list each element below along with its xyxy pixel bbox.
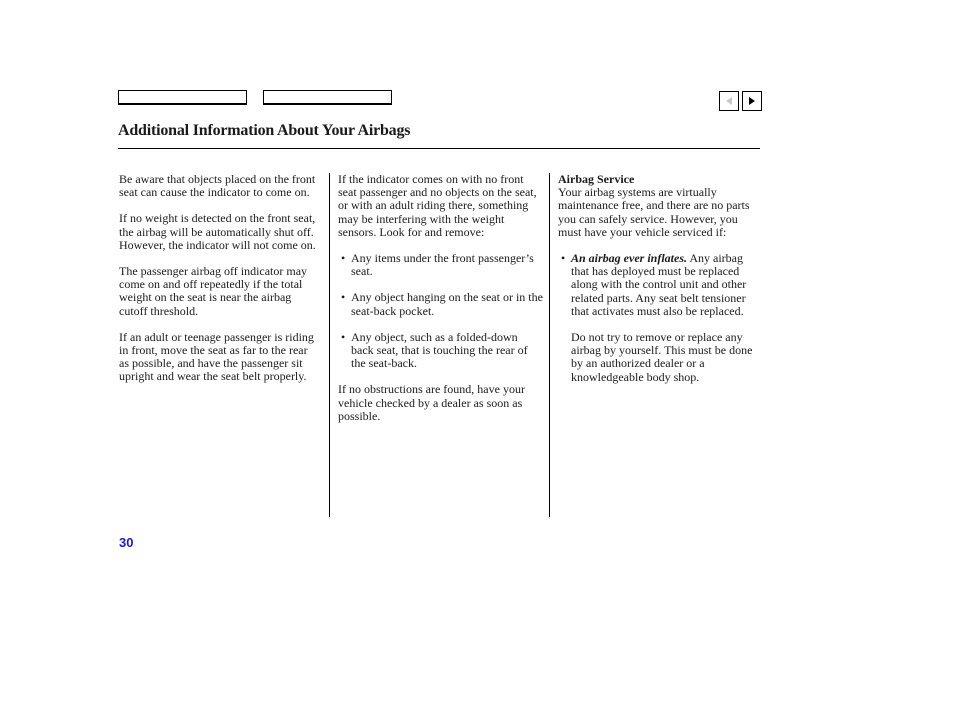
list-item bbox=[338, 291, 543, 317]
paragraph: The passenger airbag off indicator may come on and off repeatedly if the total weight on the seat is near the airbag cutoff threshold. bbox=[119, 264, 308, 318]
list-item-text: Any items under the front passenger’s seat. bbox=[351, 251, 534, 279]
bullet-icon: • bbox=[341, 290, 346, 305]
list-item-text: Any airbag that has deployed must be replaced along with the control unit and other related parts. Any seat belt tensioner that activates must also be replaced. bbox=[571, 251, 747, 318]
list-item-lead: An airbag ever inflates. bbox=[571, 251, 687, 266]
paragraph: If no obstructions are found, have your vehicle checked by a dealer as soon as possible. bbox=[338, 382, 525, 423]
bullet-icon: • bbox=[341, 251, 346, 266]
list-item-text: Any object, such as a folded-down back seat, that is touching the rear of the seat-back. bbox=[351, 329, 528, 371]
next-page-button[interactable] bbox=[742, 91, 762, 111]
section-heading: Airbag Service bbox=[558, 172, 635, 186]
title-rule bbox=[118, 148, 760, 149]
paragraph: Be aware that objects placed on the front seat can cause the indicator to come on. bbox=[119, 172, 316, 200]
nav-tab-middle[interactable] bbox=[263, 90, 392, 105]
nav-tab-left[interactable] bbox=[118, 90, 247, 105]
triangle-left-icon bbox=[724, 96, 734, 106]
page-title: Additional Information About Your Airbags bbox=[118, 122, 411, 139]
column-2 bbox=[338, 173, 543, 436]
paragraph: If no weight is detected on the front seat, the airbag will be automatically shut off. However, the indicator will not come on. bbox=[119, 211, 316, 252]
paragraph: Do not try to remove or replace any airbag by yourself. This must be done by an authorized dealer or a knowledgeable body shop. bbox=[571, 330, 753, 384]
column-divider bbox=[329, 173, 330, 517]
column-divider bbox=[549, 173, 550, 517]
bullet-icon: • bbox=[341, 329, 346, 344]
column-3 bbox=[558, 173, 763, 397]
list-item bbox=[338, 331, 543, 371]
paragraph: Your airbag systems are virtually maintenance free, and there are no parts you can safely service. However, you must have your vehicle serviced if: bbox=[558, 185, 750, 239]
list-item bbox=[558, 252, 763, 318]
page-number: 30 bbox=[119, 535, 134, 550]
previous-page-button[interactable] bbox=[719, 91, 739, 111]
list-item bbox=[338, 252, 543, 278]
list-item-text: Any object hanging on the seat or in the seat-back pocket. bbox=[351, 290, 543, 318]
paragraph: If the indicator comes on with no front seat passenger and no objects on the seat, or with an adult riding there, something may be interfering with the weight sensors. Look for and remove: bbox=[338, 172, 537, 239]
triangle-right-icon bbox=[747, 96, 757, 106]
column-1 bbox=[119, 173, 319, 397]
paragraph: If an adult or teenage passenger is riding in front, move the seat as far to the rear as possible, and have the passenger sit upright and wear the seat belt properly. bbox=[119, 329, 314, 384]
bullet-icon: • bbox=[561, 251, 566, 266]
